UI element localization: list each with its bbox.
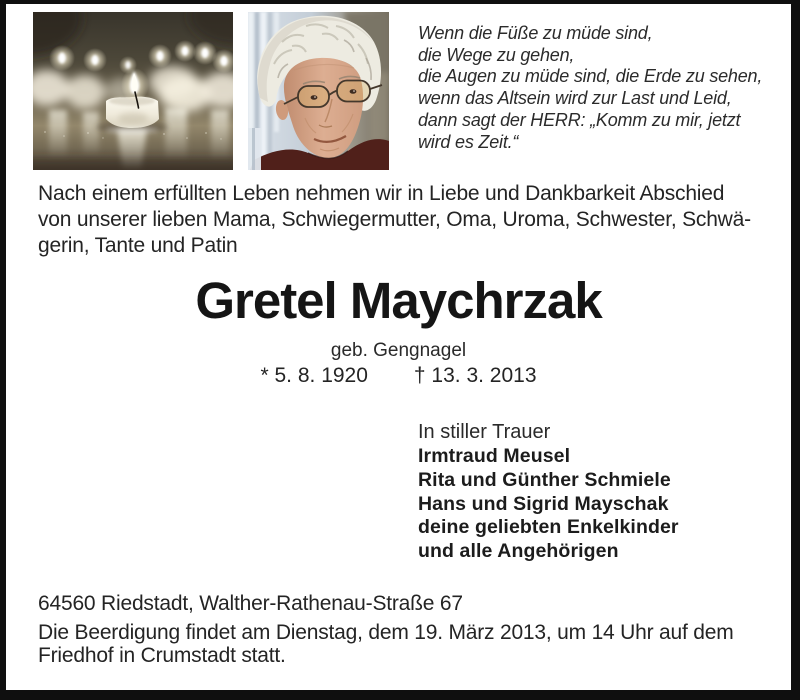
deceased-name: Gretel Maychrzak xyxy=(195,272,602,329)
intro-line: gerin, Tante und Patin xyxy=(38,234,238,257)
funeral-info xyxy=(38,622,734,667)
candles-illustration xyxy=(33,12,233,170)
portrait-illustration xyxy=(248,12,389,170)
maiden-name: geb. Gengnagel xyxy=(330,340,467,361)
mourner-line: Rita und Günther Schmiele xyxy=(418,468,671,491)
poem-line: die Wege zu gehen, xyxy=(418,44,575,65)
poem-line: Wenn die Füße zu müde sind, xyxy=(418,23,653,43)
mourning-heading: In stiller Trauer xyxy=(418,421,551,443)
life-dates xyxy=(6,364,791,388)
poem-line: die Augen zu müde sind, die Erde zu sehen, xyxy=(418,66,763,87)
intro-line: Nach einem erfüllten Leben nehmen wir in Liebe und Dankbarkeit Abschied xyxy=(38,182,725,205)
funeral-line: Die Beerdigung findet am Dienstag, dem 19. März 2013, um 14 Uhr auf dem xyxy=(38,621,734,644)
mourners-list xyxy=(418,445,679,564)
mourner-line: Irmtraud Meusel xyxy=(418,445,571,467)
poem-line: dann sagt der HERR: „Komm zu mir, jetzt xyxy=(418,109,741,130)
mourner-line: deine geliebten Enkelkinder xyxy=(418,516,679,539)
death-date: † 13. 3. 2013 xyxy=(413,364,537,387)
mourner-line: Hans und Sigrid Mayschak xyxy=(418,492,669,515)
poem-line: wird es Zeit.“ xyxy=(418,131,519,152)
address-line: 64560 Riedstadt, Walther-Rathenau-Straße 67 xyxy=(38,592,463,615)
poem-line: wenn das Altsein wird zur Last und Leid, xyxy=(418,88,732,109)
poem xyxy=(418,23,766,153)
funeral-line: Friedhof in Crumstadt statt. xyxy=(38,643,286,667)
intro-paragraph xyxy=(38,181,778,259)
mourner-line: und alle Angehörigen xyxy=(418,540,619,563)
candles-photo xyxy=(33,12,233,170)
birth-date: * 5. 8. 1920 xyxy=(260,364,368,387)
portrait-photo xyxy=(248,12,389,170)
intro-line: von unserer lieben Mama, Schwiegermutter, Oma, Uroma, Schwester, Schwä- xyxy=(38,208,751,231)
